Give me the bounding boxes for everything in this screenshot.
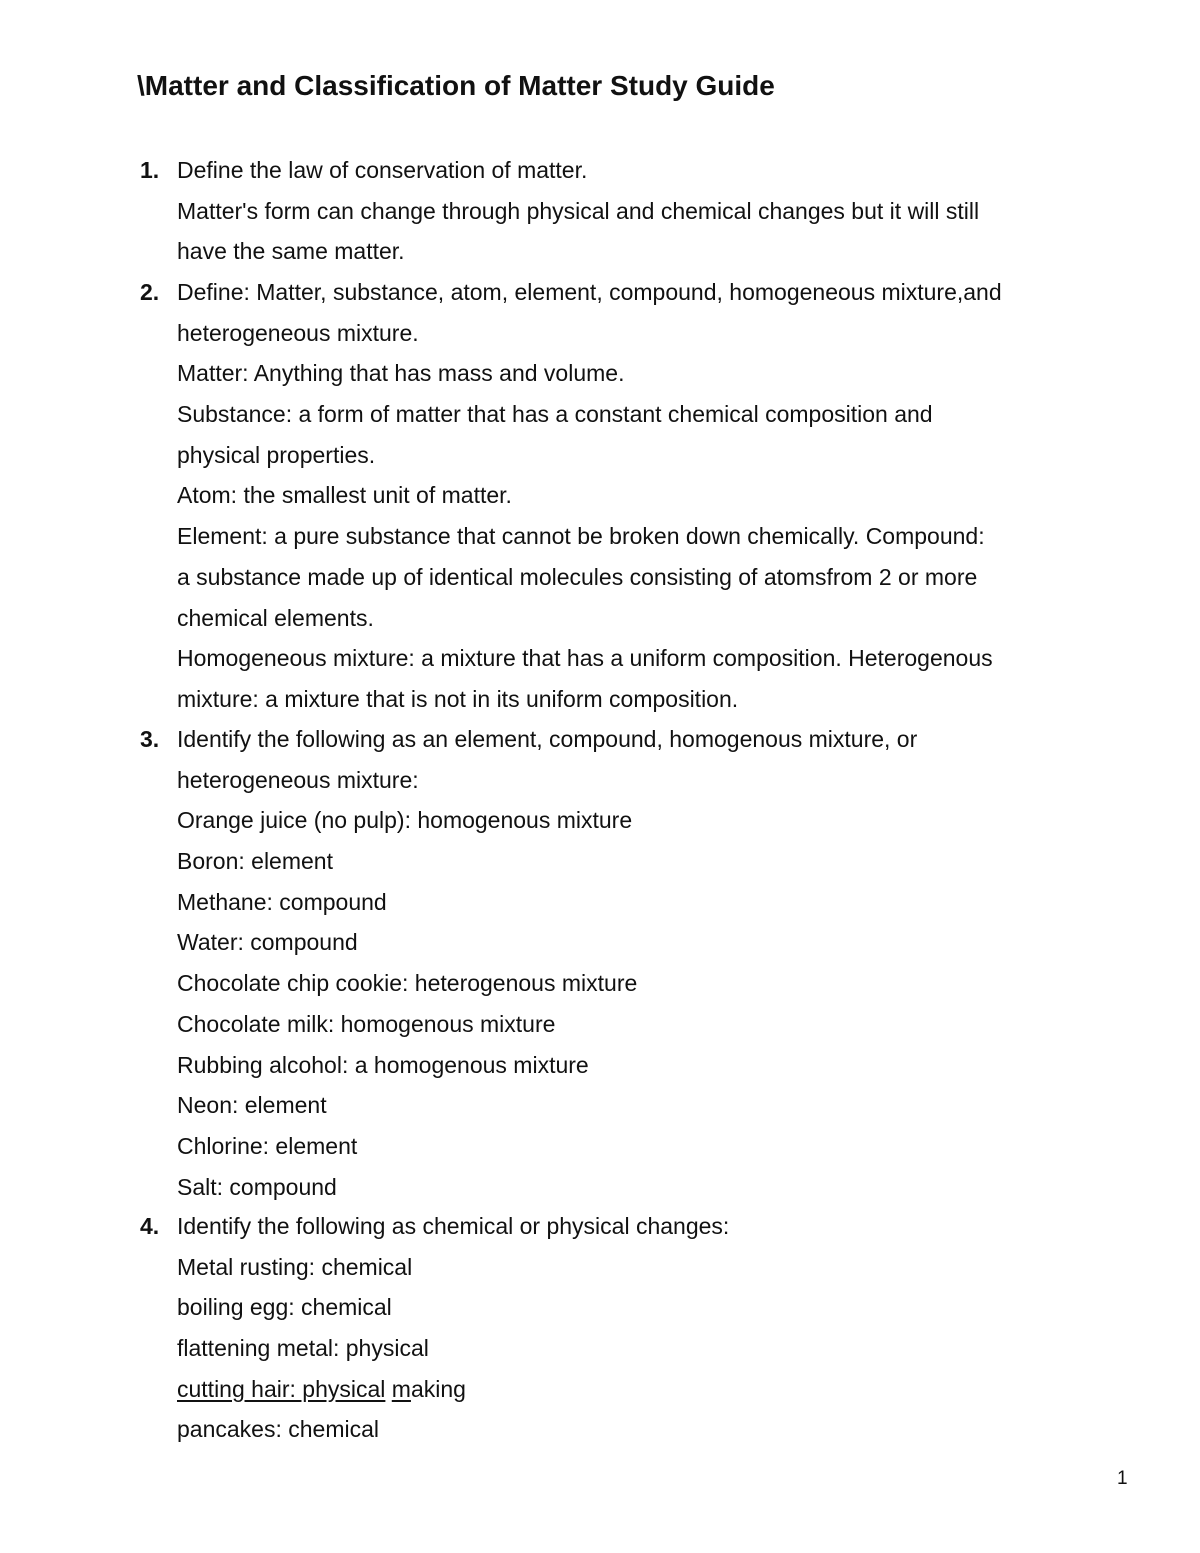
- question-lines: [177, 150, 979, 272]
- answer-line: Water: compound: [177, 929, 358, 956]
- answer-line: Atom: the smallest unit of matter.: [177, 482, 512, 509]
- answer-line: a substance made up of identical molecules consisting of atomsfrom 2 or more: [177, 563, 978, 590]
- question-lines: [177, 1206, 729, 1450]
- question-line: heterogeneous mixture.: [177, 319, 419, 346]
- answer-line: Chocolate milk: homogenous mixture: [177, 1010, 556, 1037]
- question-line: Define the law of conservation of matter.: [177, 157, 588, 183]
- answer-line: chemical elements.: [177, 604, 374, 631]
- answer-line: pancakes: chemical: [177, 1416, 379, 1443]
- question-line: Identify the following as an element, compound, homogenous mixture, or: [177, 726, 918, 752]
- underlined-letter: m: [391, 1375, 411, 1402]
- question-lines: [177, 272, 1002, 720]
- answer-line: Salt: compound: [177, 1173, 337, 1200]
- document-title: \Matter and Classification of Matter Study Guide: [137, 70, 775, 101]
- question-number: 3.: [140, 726, 160, 752]
- question-number: 2.: [140, 279, 160, 305]
- answer-line: Chocolate chip cookie: heterogenous mixture: [177, 970, 638, 997]
- answer-line: Substance: a form of matter that has a constant chemical composition and: [177, 401, 933, 428]
- question-line: heterogeneous mixture:: [177, 766, 419, 793]
- question-line: Define: Matter, substance, atom, element, compound, homogeneous mixture,and: [177, 279, 1002, 305]
- answer-line: Boron: element: [177, 848, 333, 875]
- page-number: 1: [1117, 1468, 1128, 1489]
- answer-line: Metal rusting: chemical: [177, 1253, 413, 1280]
- answer-line: Chlorine: element: [177, 1132, 358, 1159]
- answer-text: aking: [410, 1375, 466, 1402]
- question-number: 1.: [140, 157, 160, 183]
- answer-line: Homogeneous mixture: a mixture that has a uniform composition. Heterogenous: [177, 645, 993, 672]
- answer-line: have the same matter.: [177, 238, 405, 265]
- answer-line: flattening metal: physical: [177, 1335, 429, 1362]
- answer-line: physical properties.: [177, 441, 376, 468]
- answer-line: Matter's form can change through physical and chemical changes but it will still: [177, 197, 980, 224]
- underlined-text: cutting hair: physical: [177, 1375, 386, 1402]
- answer-line: mixture: a mixture that is not in its uniform composition.: [177, 685, 739, 712]
- answer-line: [177, 1369, 729, 1410]
- question-lines: [177, 719, 917, 1207]
- answer-line: Matter: Anything that has mass and volume.: [177, 360, 625, 387]
- answer-line: Rubbing alcohol: a homogenous mixture: [177, 1051, 589, 1078]
- question-number: 4.: [140, 1213, 160, 1239]
- answer-line: boiling egg: chemical: [177, 1294, 392, 1321]
- answer-line: Neon: element: [177, 1092, 327, 1119]
- answer-line: Orange juice (no pulp): homogenous mixture: [177, 807, 633, 834]
- question-line: Identify the following as chemical or physical changes:: [177, 1213, 730, 1239]
- answer-line: Element: a pure substance that cannot be broken down chemically. Compound:: [177, 523, 985, 550]
- answer-line: Methane: compound: [177, 888, 387, 915]
